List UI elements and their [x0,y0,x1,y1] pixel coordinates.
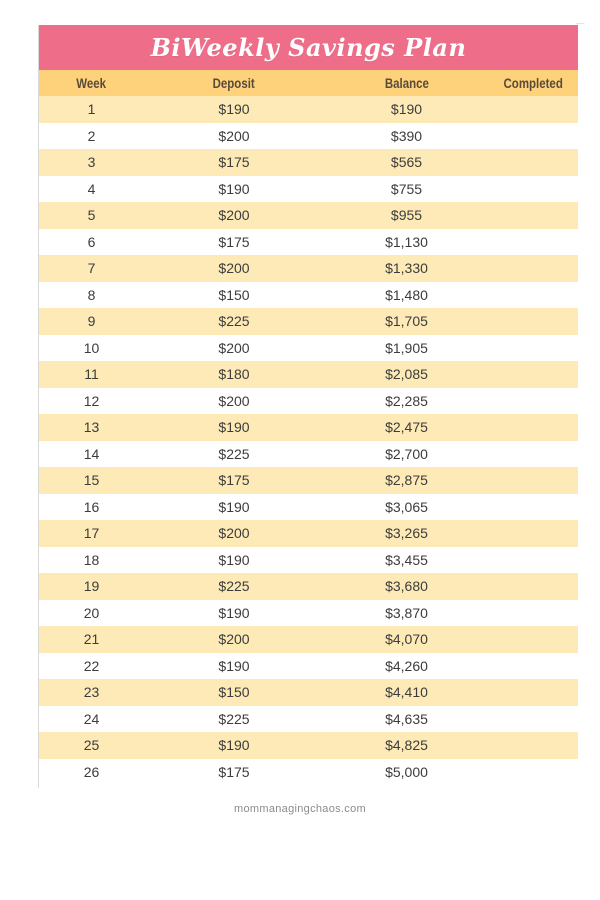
deposit-cell: $200 [144,388,324,415]
deposit-cell: $180 [144,361,324,388]
completed-cell[interactable] [489,759,578,786]
week-cell: 17 [39,520,144,547]
deposit-cell: $225 [144,441,324,468]
deposit-cell: $175 [144,229,324,256]
week-cell: 6 [39,229,144,256]
week-cell: 3 [39,149,144,176]
balance-cell: $1,705 [324,308,489,335]
balance-cell: $3,065 [324,494,489,521]
deposit-cell: $190 [144,494,324,521]
column-header-balance-label: Balance [384,75,429,91]
week-cell: 20 [39,600,144,627]
title-bar [39,25,578,70]
deposit-cell: $190 [144,414,324,441]
completed-cell[interactable] [489,626,578,653]
completed-cell[interactable] [489,335,578,362]
deposit-cell: $190 [144,96,324,123]
completed-cell[interactable] [489,653,578,680]
balance-cell: $4,825 [324,732,489,759]
completed-cell[interactable] [489,441,578,468]
completed-cell[interactable] [489,573,578,600]
completed-cell[interactable] [489,467,578,494]
table-row [39,573,578,600]
table-body [39,96,578,785]
week-cell: 24 [39,706,144,733]
balance-cell: $1,905 [324,335,489,362]
table-row [39,494,578,521]
week-cell: 13 [39,414,144,441]
table-row [39,679,578,706]
table-row [39,600,578,627]
table-row [39,176,578,203]
balance-cell: $4,410 [324,679,489,706]
week-cell: 19 [39,573,144,600]
balance-cell: $1,130 [324,229,489,256]
table-row [39,149,578,176]
table-row [39,732,578,759]
deposit-cell: $190 [144,176,324,203]
balance-cell: $5,000 [324,759,489,786]
table-row [39,706,578,733]
completed-cell[interactable] [489,361,578,388]
completed-cell[interactable] [489,679,578,706]
deposit-cell: $190 [144,547,324,574]
table-row [39,759,578,786]
week-cell: 4 [39,176,144,203]
week-cell: 12 [39,388,144,415]
deposit-cell: $200 [144,255,324,282]
week-cell: 26 [39,759,144,786]
table-row [39,123,578,150]
week-cell: 10 [39,335,144,362]
week-cell: 5 [39,202,144,229]
deposit-cell: $225 [144,573,324,600]
deposit-cell: $190 [144,653,324,680]
table-row [39,520,578,547]
balance-cell: $955 [324,202,489,229]
column-header-week [39,70,144,96]
week-cell: 7 [39,255,144,282]
deposit-cell: $200 [144,202,324,229]
table-row [39,96,578,123]
week-cell: 18 [39,547,144,574]
completed-cell[interactable] [489,388,578,415]
balance-cell: $565 [324,149,489,176]
column-header-balance [324,70,489,96]
table-row [39,229,578,256]
week-cell: 14 [39,441,144,468]
week-cell: 22 [39,653,144,680]
week-cell: 2 [39,123,144,150]
completed-cell[interactable] [489,202,578,229]
completed-cell[interactable] [489,547,578,574]
balance-cell: $2,085 [324,361,489,388]
balance-cell: $4,260 [324,653,489,680]
table-row [39,414,578,441]
deposit-cell: $200 [144,520,324,547]
table-row [39,202,578,229]
balance-cell: $390 [324,123,489,150]
deposit-cell: $175 [144,467,324,494]
balance-cell: $4,070 [324,626,489,653]
completed-cell[interactable] [489,96,578,123]
table-row [39,626,578,653]
balance-cell: $3,870 [324,600,489,627]
table-row [39,282,578,309]
header-row [39,70,578,96]
sheet-grid-line [576,23,584,24]
page-title: BiWeekly Savings Plan [150,33,467,62]
balance-cell: $1,480 [324,282,489,309]
completed-cell[interactable] [489,149,578,176]
week-cell: 16 [39,494,144,521]
column-header-deposit [144,70,324,96]
table-row [39,308,578,335]
table-row [39,441,578,468]
table-row [39,547,578,574]
week-cell: 15 [39,467,144,494]
balance-cell: $3,265 [324,520,489,547]
deposit-cell: $150 [144,282,324,309]
completed-cell[interactable] [489,600,578,627]
week-cell: 21 [39,626,144,653]
balance-cell: $3,455 [324,547,489,574]
balance-cell: $3,680 [324,573,489,600]
deposit-cell: $190 [144,600,324,627]
table-row [39,388,578,415]
balance-cell: $2,285 [324,388,489,415]
table-row [39,255,578,282]
completed-cell[interactable] [489,732,578,759]
balance-cell: $190 [324,96,489,123]
column-header-week-label: Week [76,75,107,91]
week-cell: 23 [39,679,144,706]
completed-cell[interactable] [489,282,578,309]
balance-cell: $1,330 [324,255,489,282]
savings-table [39,70,578,785]
deposit-cell: $200 [144,335,324,362]
column-header-completed-label: Completed [503,75,564,91]
table-row [39,653,578,680]
week-cell: 11 [39,361,144,388]
balance-cell: $755 [324,176,489,203]
week-cell: 8 [39,282,144,309]
completed-cell[interactable] [489,706,578,733]
deposit-cell: $200 [144,626,324,653]
column-header-deposit-label: Deposit [212,75,256,91]
table-row [39,335,578,362]
completed-cell[interactable] [489,255,578,282]
deposit-cell: $200 [144,123,324,150]
completed-cell[interactable] [489,494,578,521]
completed-cell[interactable] [489,308,578,335]
completed-cell[interactable] [489,520,578,547]
week-cell: 1 [39,96,144,123]
week-cell: 25 [39,732,144,759]
balance-cell: $2,700 [324,441,489,468]
deposit-cell: $175 [144,149,324,176]
deposit-cell: $150 [144,679,324,706]
balance-cell: $2,875 [324,467,489,494]
deposit-cell: $175 [144,759,324,786]
week-cell: 9 [39,308,144,335]
deposit-cell: $190 [144,732,324,759]
savings-plan-sheet [38,25,578,788]
footer-url: mommanagingchaos.com [234,803,366,815]
column-header-completed [489,70,578,96]
completed-cell[interactable] [489,229,578,256]
completed-cell[interactable] [489,414,578,441]
completed-cell[interactable] [489,176,578,203]
table-row [39,467,578,494]
deposit-cell: $225 [144,706,324,733]
balance-cell: $2,475 [324,414,489,441]
completed-cell[interactable] [489,123,578,150]
balance-cell: $4,635 [324,706,489,733]
table-row [39,361,578,388]
deposit-cell: $225 [144,308,324,335]
